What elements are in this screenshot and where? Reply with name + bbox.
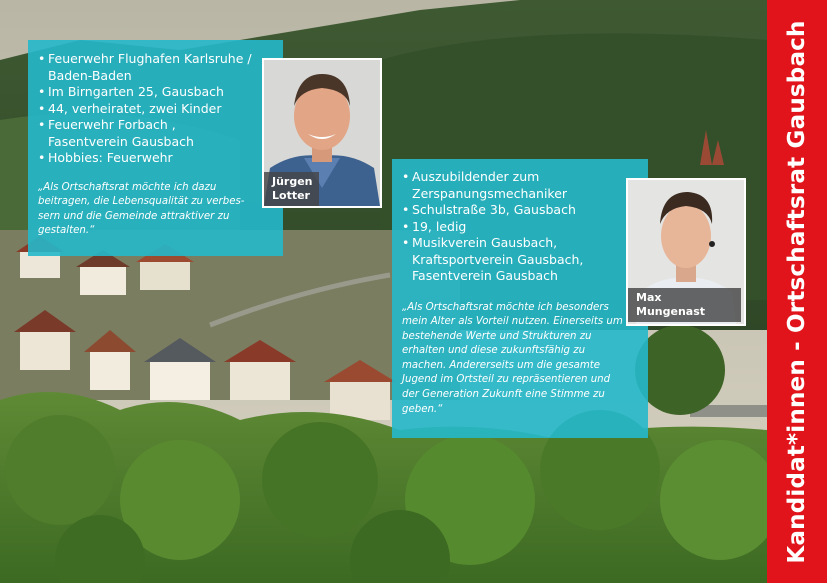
list-item: • Feuerwehr Flughafen Karlsruhe / Baden-Baden (38, 51, 273, 84)
first-name: Max (636, 291, 662, 304)
candidate-2-photo (626, 178, 746, 326)
last-name: Lotter (272, 189, 310, 202)
last-name: Mungenast (636, 305, 706, 318)
candidate-1-photo (262, 58, 382, 208)
candidate-1-quote: „Als Ortschaftsrat möchte ich dazu beitragen, die Lebensqualität zu verbes-sern und die Gemeinde attraktiver zu gestalten.“ (38, 181, 245, 237)
candidate-2-quote: „Als Ortschaftsrat möchte ich besonders mein Alter als Vorteil nutzen. Einerseits um bestehende Werte und Strukturen zu erhalten und diese zukunftsfähig zu machen. Andererseits um die gesamte Jugend im Ortsteil zu repräsentieren und der Generation Zukunft eine Stimme zu geben.“ (402, 301, 623, 415)
sidebar-title-bar (767, 0, 827, 583)
list-item: • Im Birngarten 25, Gausbach (38, 84, 283, 101)
list-item: • 44, verheiratet, zwei Kinder (38, 101, 283, 118)
candidate-2-bullets (402, 169, 592, 285)
candidate-info-card-1 (28, 40, 283, 256)
list-item: • 19, ledig (402, 219, 592, 236)
list-item: • Schulstraße 3b, Gausbach (402, 202, 592, 219)
candidate-info-card-2 (392, 159, 648, 438)
list-item: • Auszubildender zum Zerspanungsmechaniker (402, 169, 592, 202)
list-item: • Hobbies: Feuerwehr (38, 150, 283, 167)
candidate-2-name (628, 288, 741, 322)
candidate-1-bullets (38, 51, 283, 167)
sidebar-title: Kandidat*innen - Ortschaftsrat Gausbach (784, 19, 810, 564)
list-item: • Feuerwehr Forbach , Fasentverein Gausbach (38, 117, 228, 150)
candidate-1-name (264, 172, 319, 206)
first-name: Jürgen (272, 175, 313, 188)
list-item: • Musikverein Gausbach, Kraftsportverein Gausbach, Fasentverein Gausbach (402, 235, 587, 285)
